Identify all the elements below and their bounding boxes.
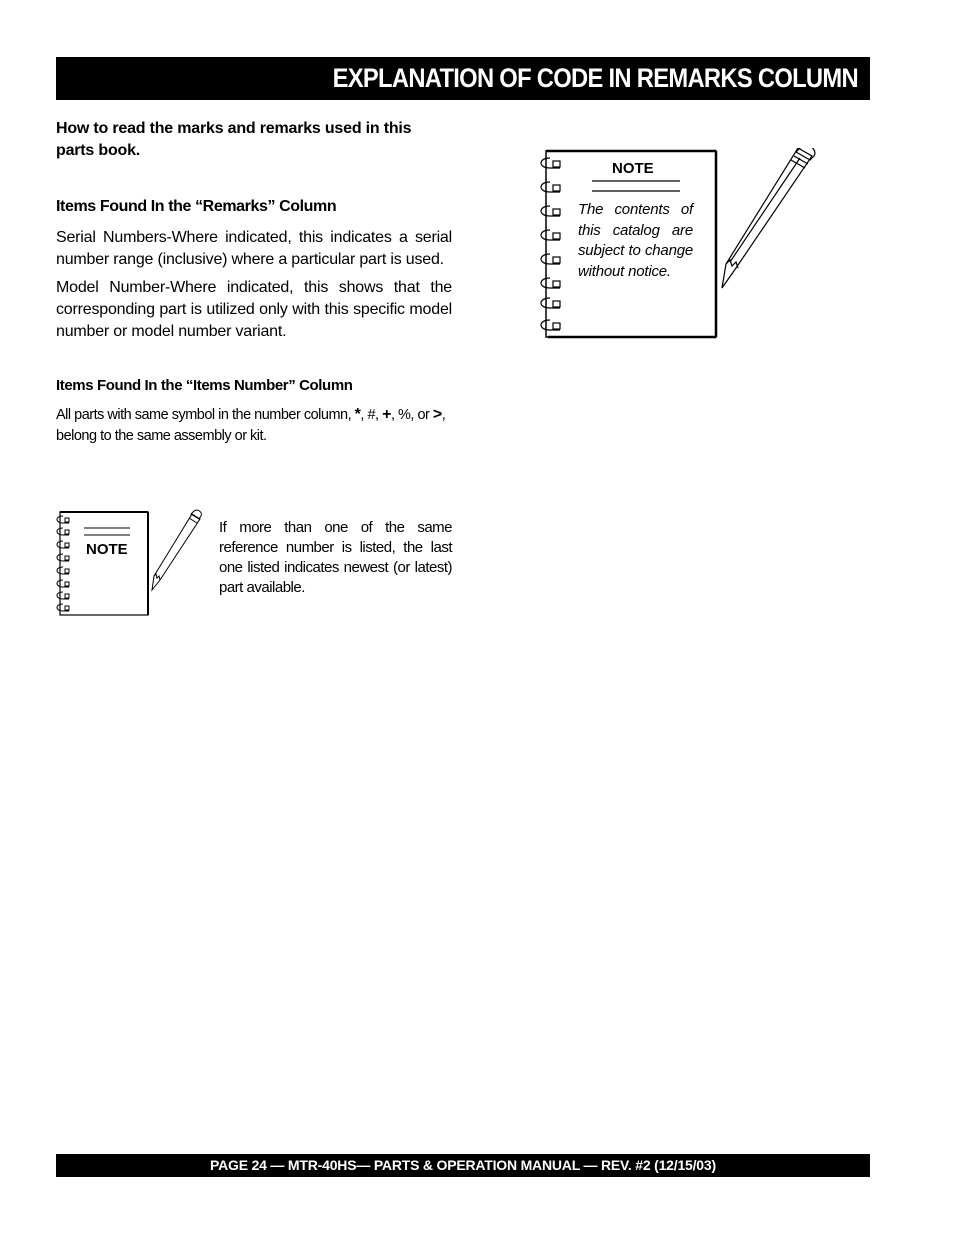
header-bar bbox=[56, 57, 870, 100]
note-small-title: NOTE bbox=[86, 541, 128, 558]
pencil-icon bbox=[722, 148, 815, 288]
serial-numbers-text: Serial Numbers-Where indicated, this indicates a serial number range (inclusive) where a particular part is used. bbox=[56, 229, 452, 268]
items-sep: , bbox=[390, 407, 398, 423]
footer-bar bbox=[56, 1154, 870, 1177]
remarks-heading: Items Found In the “Remarks” Column bbox=[56, 198, 337, 215]
symbol-plus: + bbox=[382, 406, 391, 423]
items-or: or bbox=[417, 407, 433, 423]
items-number-text bbox=[56, 404, 452, 447]
footer-text: PAGE 24 — MTR-40HS— PARTS & OPERATION MANUAL — REV. #2 (12/15/03) bbox=[210, 1157, 716, 1173]
symbol-greater-than: > bbox=[432, 406, 442, 423]
note-large-text: The contents of this catalog are subject to change without notice. bbox=[578, 201, 693, 280]
items-sep: , bbox=[410, 407, 418, 423]
intro-block bbox=[56, 118, 452, 162]
intro-text: How to read the marks and remarks used in this parts book. bbox=[56, 120, 412, 159]
symbol-hash: # bbox=[367, 407, 376, 423]
symbol-asterisk: * bbox=[354, 406, 361, 423]
items-sep: , bbox=[360, 407, 368, 423]
note-large-title: NOTE bbox=[612, 160, 654, 177]
items-text-after: , belong to the same assembly or kit. bbox=[56, 407, 446, 444]
symbol-percent: % bbox=[398, 407, 411, 423]
items-sep: , bbox=[375, 407, 383, 423]
items-number-heading: Items Found In the “Items Number” Column bbox=[56, 377, 353, 394]
items-text-before: All parts with same symbol in the number column, bbox=[56, 407, 355, 423]
pencil-small-icon bbox=[152, 510, 201, 590]
model-number-text: Model Number-Where indicated, this shows that the corresponding part is utilized only with this specific model number or model number variant. bbox=[56, 279, 452, 340]
page-title: EXPLANATION OF CODE IN REMARKS COLUMN bbox=[332, 63, 858, 93]
notebook-small-icon bbox=[54, 506, 204, 618]
note-small-side-text: If more than one of the same reference number is listed, the last one listed indicates newest (or latest) part available. bbox=[219, 519, 452, 596]
